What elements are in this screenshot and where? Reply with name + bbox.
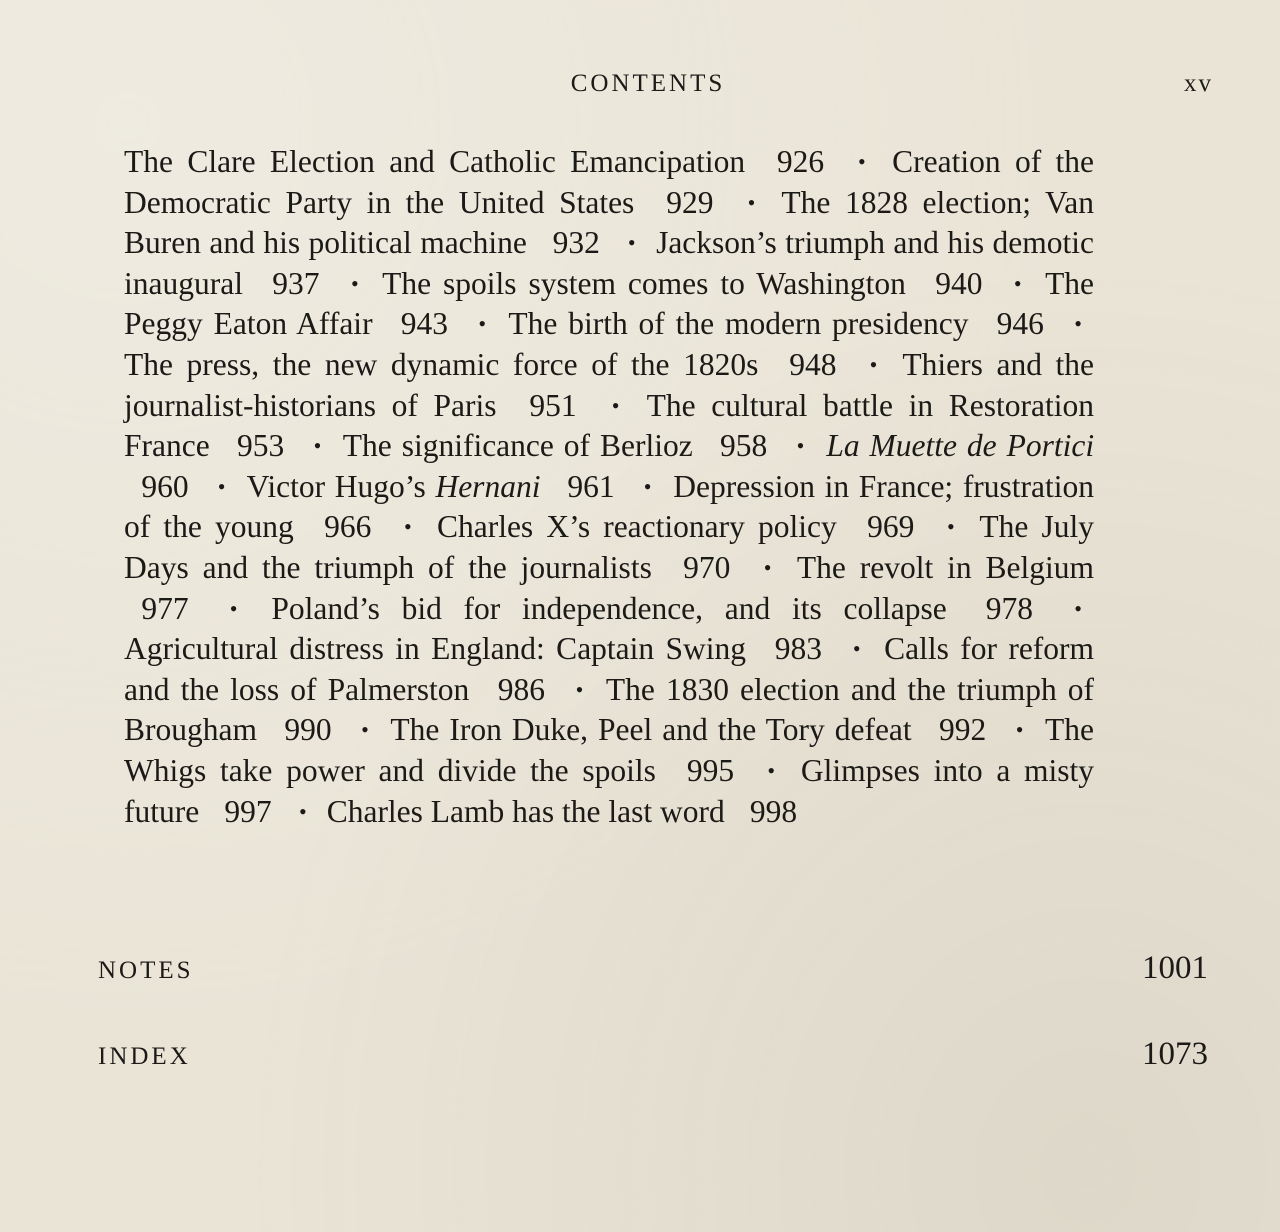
bullet-separator-icon: • <box>350 270 359 296</box>
topic-entry[interactable] <box>124 144 841 179</box>
topic-page-number: 978 <box>985 590 1033 626</box>
topic-entry[interactable] <box>343 428 785 463</box>
topic-entry[interactable] <box>247 469 632 504</box>
topic-entry[interactable] <box>437 509 932 544</box>
bullet-separator-icon: • <box>852 636 861 662</box>
topic-page-number: 943 <box>400 306 448 342</box>
bullet-separator-icon: • <box>404 514 412 540</box>
topic-title: Thiers and the journalist-historians of Paris <box>124 346 1095 423</box>
topic-title: The cultural battle in Restoration France <box>124 387 1094 464</box>
topic-title: The revolt in Belgium <box>796 549 1095 585</box>
topic-page-number: 961 <box>567 468 615 504</box>
topic-title: Agricultural distress in England: Captain Swing <box>124 631 747 667</box>
bullet-separator-icon: • <box>217 473 226 499</box>
topic-page-number: 990 <box>284 712 332 748</box>
topic-title: The 1828 election; Van Buren and his political machine <box>124 184 1095 261</box>
index-page-number: 1073 <box>1142 1036 1208 1072</box>
topic-page-number: 986 <box>497 671 545 707</box>
bullet-separator-icon: • <box>643 473 652 499</box>
bullet-separator-icon: • <box>857 149 866 174</box>
topic-page-number: 937 <box>272 265 320 301</box>
topic-entry[interactable] <box>390 712 1003 747</box>
bullet-separator-icon: • <box>361 717 369 743</box>
topic-page-number: 983 <box>774 631 823 667</box>
topic-title: Jackson’s triumph and his demotic inaugural <box>124 225 1095 301</box>
bullet-separator-icon: • <box>947 514 955 540</box>
topic-page-number: 997 <box>224 793 272 829</box>
bullet-separator-icon: • <box>1015 717 1024 743</box>
bullet-separator-icon: • <box>763 554 772 580</box>
topic-title: Glimpses into a misty future <box>124 752 1095 829</box>
topic-title-italic: Hernani <box>435 468 541 504</box>
running-head-title: CONTENTS <box>570 70 726 97</box>
bullet-separator-icon: • <box>1074 311 1082 337</box>
topic-page-number: 958 <box>719 428 768 464</box>
topic-page-number: 966 <box>324 509 372 545</box>
topic-page-number: 946 <box>996 306 1044 342</box>
topic-page-number: 926 <box>776 144 825 179</box>
topic-title: Charles X’s reactionary policy <box>436 509 837 545</box>
topic-page-number: 929 <box>666 184 714 220</box>
topic-entry[interactable] <box>382 266 1000 301</box>
topic-title: The press, the new dynamic force of the 1820s <box>124 346 759 382</box>
topic-title: The July Days and the triumph of the journalists <box>124 509 1094 585</box>
topic-page-number: 977 <box>141 590 189 626</box>
index-entry[interactable] <box>98 1036 1208 1073</box>
topic-title: Depression in France; frustration of the young <box>124 468 1095 545</box>
topic-title: The Iron Duke, Peel and the Tory defeat <box>390 712 912 748</box>
topic-title: The birth of the modern presidency <box>508 306 969 342</box>
topic-title-italic: La Muette de Portici <box>826 428 1095 464</box>
topic-title-prefix: Victor Hugo’s <box>246 468 436 504</box>
topic-page-number: 953 <box>236 428 285 464</box>
topic-entry[interactable] <box>271 591 1050 626</box>
bullet-separator-icon: • <box>767 757 776 783</box>
chapter-topics-paragraph <box>124 143 1094 833</box>
topic-page-number: 998 <box>749 793 798 829</box>
bullet-separator-icon: • <box>1074 595 1082 621</box>
notes-entry[interactable] <box>98 950 1208 987</box>
page-number: xv <box>1184 70 1213 97</box>
bullet-separator-icon: • <box>747 189 756 215</box>
topic-entry[interactable] <box>327 794 815 829</box>
topic-title: Charles Lamb has the last word <box>326 793 725 829</box>
topic-entry[interactable] <box>124 347 854 382</box>
topic-page-number: 948 <box>789 346 837 382</box>
bullet-separator-icon: • <box>796 433 805 459</box>
bullet-separator-icon: • <box>627 230 636 256</box>
notes-label: NOTES <box>98 957 194 984</box>
bullet-separator-icon: • <box>229 595 238 621</box>
bullet-separator-icon: • <box>611 392 620 418</box>
topic-title: The Clare Election and Catholic Emancipation <box>124 144 746 179</box>
bullet-separator-icon: • <box>869 351 878 377</box>
topic-title: Creation of the Democratic Party in the United States <box>124 144 1095 220</box>
bullet-separator-icon: • <box>313 433 322 459</box>
topic-entry[interactable] <box>508 306 1061 341</box>
topic-title: The 1830 election and the triumph of Brougham <box>124 671 1095 748</box>
topic-title: The Peggy Eaton Affair <box>124 265 1095 342</box>
topic-title: Poland’s bid for independence, and its collapse <box>271 590 947 626</box>
bullet-separator-icon: • <box>299 798 307 824</box>
topic-page-number: 932 <box>552 225 600 261</box>
topic-title: The Whigs take power and divide the spoils <box>124 712 1095 788</box>
topic-title: Calls for reform and the loss of Palmerston <box>124 631 1095 707</box>
topic-title: The significance of Berlioz <box>342 428 693 464</box>
index-label: INDEX <box>98 1043 191 1070</box>
topic-page-number: 951 <box>529 387 577 423</box>
topic-page-number: 995 <box>686 752 735 788</box>
topic-page-number: 970 <box>683 549 731 585</box>
bullet-separator-icon: • <box>1013 270 1022 296</box>
notes-page-number: 1001 <box>1142 950 1208 986</box>
topic-entry[interactable] <box>124 631 839 666</box>
topic-page-number: 992 <box>939 712 987 748</box>
topic-title: The spoils system comes to Washington <box>382 265 906 301</box>
topic-page-number: 960 <box>141 468 189 504</box>
topic-page-number: 969 <box>867 509 915 545</box>
topic-page-number: 940 <box>935 265 983 301</box>
bullet-separator-icon: • <box>575 676 584 702</box>
bullet-separator-icon: • <box>478 311 487 337</box>
